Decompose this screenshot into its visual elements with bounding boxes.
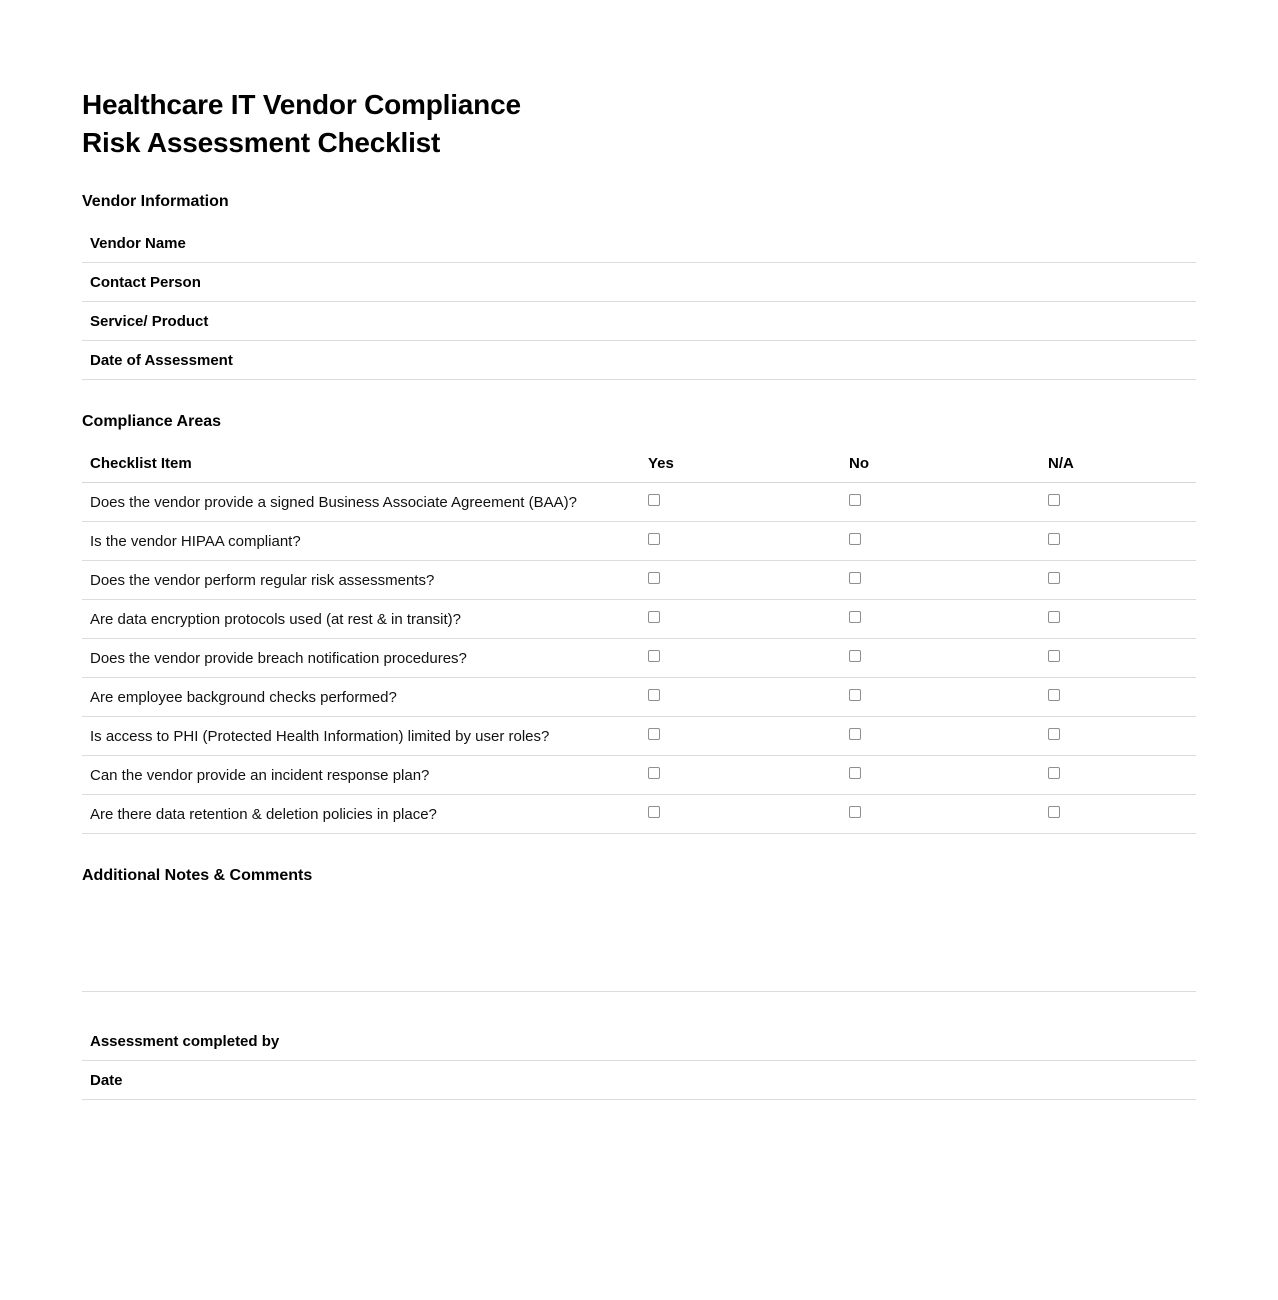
checklist-row [82, 483, 1196, 522]
checklist-row [82, 561, 1196, 600]
checkbox-no[interactable] [849, 494, 861, 506]
checkbox-no[interactable] [849, 689, 861, 701]
section-heading-compliance-areas: Compliance Areas [82, 413, 222, 430]
checkbox-yes[interactable] [648, 767, 660, 779]
checkbox-na[interactable] [1048, 689, 1060, 701]
checklist-question: Are there data retention & deletion policies in place? [90, 805, 437, 823]
checklist-row [82, 717, 1196, 756]
checkbox-na[interactable] [1048, 611, 1060, 623]
page-title-line-2: Risk Assessment Checklist [82, 127, 441, 158]
section-heading-additional-notes: Additional Notes & Comments [82, 867, 313, 884]
checklist-row [82, 600, 1196, 639]
checkbox-yes[interactable] [648, 611, 660, 623]
signoff-field-value [279, 1022, 1196, 1060]
signoff-field-label: Date [90, 1071, 123, 1089]
signoff-field-value [123, 1061, 1196, 1099]
vendor-field-value [208, 302, 1196, 340]
signoff-row-date [82, 1061, 1196, 1100]
vendor-field-row-vendor-name [82, 224, 1196, 263]
vendor-field-value [233, 341, 1196, 379]
checkbox-yes[interactable] [648, 650, 660, 662]
checklist-question: Does the vendor perform regular risk assessments? [90, 571, 435, 589]
checkbox-yes[interactable] [648, 533, 660, 545]
checklist-question: Are employee background checks performed? [90, 688, 397, 706]
vendor-field-label: Date of Assessment [90, 351, 233, 369]
checklist-question: Is the vendor HIPAA compliant? [90, 532, 301, 550]
vendor-field-row-service-product [82, 302, 1196, 341]
vendor-field-label: Vendor Name [90, 234, 186, 252]
checklist-question: Does the vendor provide a signed Business Associate Agreement (BAA)? [90, 493, 577, 511]
checkbox-yes[interactable] [648, 572, 660, 584]
page-title [82, 86, 1196, 162]
vendor-field-value [201, 263, 1196, 301]
compliance-table [82, 444, 1196, 834]
checkbox-na[interactable] [1048, 806, 1060, 818]
checklist-row [82, 678, 1196, 717]
checkbox-no[interactable] [849, 611, 861, 623]
checkbox-yes[interactable] [648, 689, 660, 701]
section-heading-vendor-information: Vendor Information [82, 193, 229, 210]
checklist-question: Does the vendor provide breach notification procedures? [90, 649, 467, 667]
vendor-field-row-contact-person [82, 263, 1196, 302]
col-header-na: N/A [1048, 454, 1074, 472]
checkbox-yes[interactable] [648, 494, 660, 506]
checkbox-no[interactable] [849, 533, 861, 545]
checkbox-no[interactable] [849, 767, 861, 779]
signoff-table [82, 1022, 1196, 1100]
notes-area [82, 898, 1196, 992]
checkbox-na[interactable] [1048, 494, 1060, 506]
signoff-row-assessment-completed-by [82, 1022, 1196, 1061]
checkbox-yes[interactable] [648, 728, 660, 740]
checkbox-no[interactable] [849, 806, 861, 818]
checkbox-no[interactable] [849, 650, 861, 662]
checklist-row [82, 756, 1196, 795]
checklist-question: Can the vendor provide an incident response plan? [90, 766, 430, 784]
checkbox-na[interactable] [1048, 572, 1060, 584]
vendor-field-label: Service/ Product [90, 312, 209, 330]
vendor-info-table [82, 224, 1196, 380]
col-header-no: No [849, 454, 869, 472]
checkbox-na[interactable] [1048, 650, 1060, 662]
checklist-row [82, 795, 1196, 834]
vendor-field-value [186, 224, 1196, 262]
checkbox-na[interactable] [1048, 728, 1060, 740]
col-header-yes: Yes [648, 454, 674, 472]
checklist-row [82, 639, 1196, 678]
checkbox-na[interactable] [1048, 533, 1060, 545]
checklist-row [82, 522, 1196, 561]
checkbox-yes[interactable] [648, 806, 660, 818]
checkbox-no[interactable] [849, 728, 861, 740]
page-title-line-1: Healthcare IT Vendor Compliance [82, 89, 521, 120]
signoff-field-label: Assessment completed by [90, 1032, 280, 1050]
vendor-field-row-date-of-assessment [82, 341, 1196, 380]
checkbox-no[interactable] [849, 572, 861, 584]
checkbox-na[interactable] [1048, 767, 1060, 779]
col-header-item: Checklist Item [90, 454, 192, 472]
checklist-question: Are data encryption protocols used (at rest & in transit)? [90, 610, 462, 628]
vendor-field-label: Contact Person [90, 273, 201, 291]
compliance-table-header [82, 444, 1196, 483]
checklist-question: Is access to PHI (Protected Health Information) limited by user roles? [90, 727, 550, 745]
